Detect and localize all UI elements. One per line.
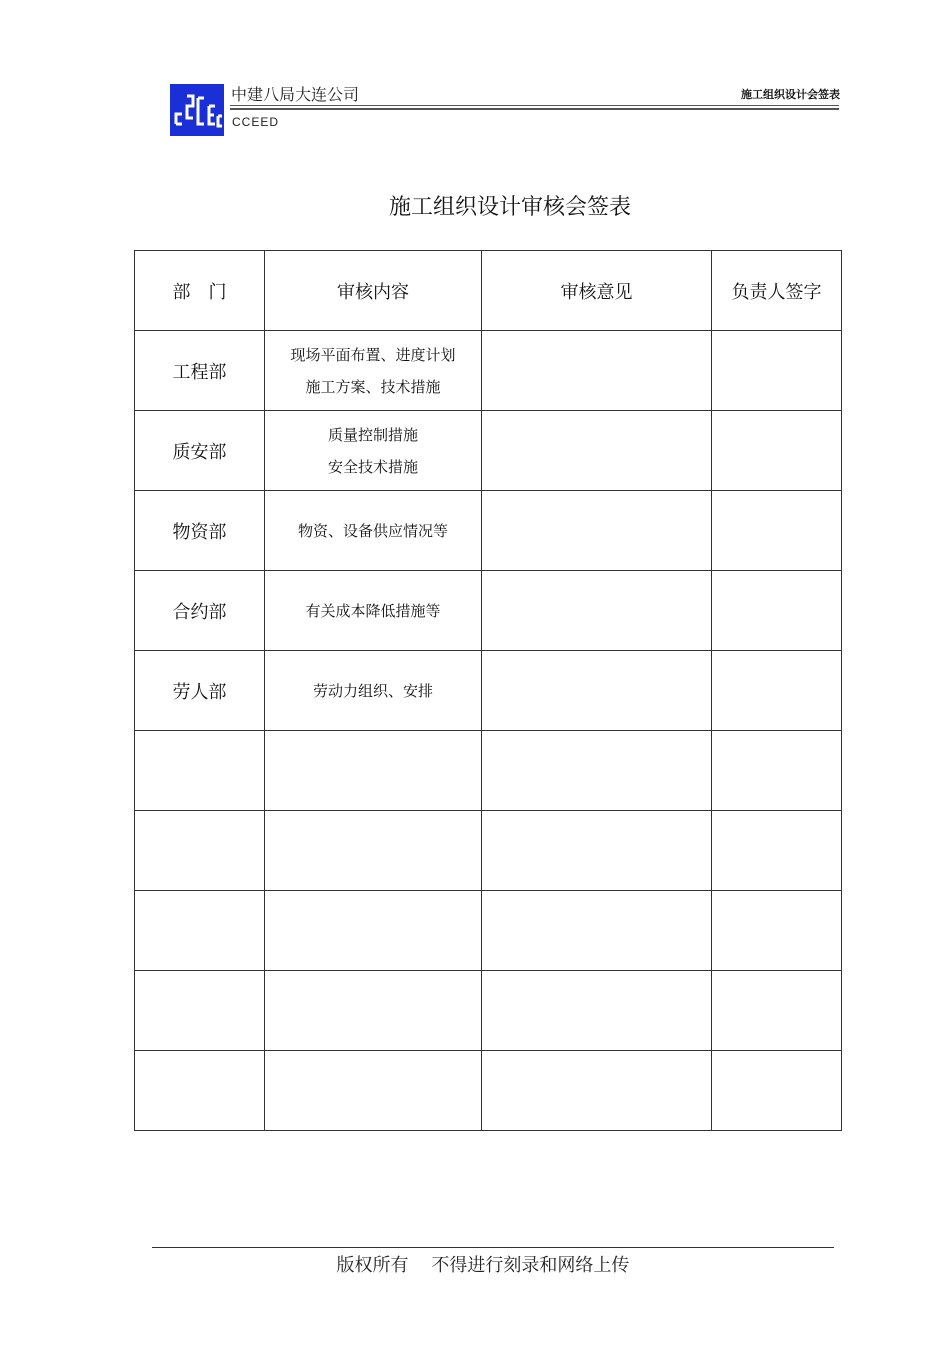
review-content-cell: [265, 731, 482, 811]
review-content-cell: [265, 891, 482, 971]
review-opinion-cell[interactable]: [482, 491, 712, 571]
review-content-cell: [265, 331, 482, 411]
table-row: [135, 971, 842, 1051]
review-content-cell: [265, 411, 482, 491]
review-content-line: 劳动力组织、安排: [312, 681, 433, 700]
department-cell: 物资部: [135, 491, 265, 571]
table-row: [135, 651, 842, 731]
department-cell: 工程部: [135, 331, 265, 411]
cscec-logo-icon: [170, 84, 224, 136]
department-cell: 合约部: [135, 571, 265, 651]
header-review-opinion: 审核意见: [482, 251, 712, 331]
review-opinion-cell[interactable]: [482, 891, 712, 971]
table-row: [135, 731, 842, 811]
table-row: [135, 411, 842, 491]
signature-cell[interactable]: [712, 411, 842, 491]
review-content-line: 物资、设备供应情况等: [297, 521, 448, 540]
review-opinion-cell[interactable]: [482, 411, 712, 491]
signature-cell[interactable]: [712, 571, 842, 651]
header-rule-thick: [230, 108, 839, 110]
header-signature: 负责人签字: [712, 251, 842, 331]
review-content-line: 质量控制措施: [327, 425, 418, 444]
review-content-line: 施工方案、技术措施: [305, 377, 441, 396]
review-opinion-cell[interactable]: [482, 811, 712, 891]
signature-cell[interactable]: [712, 811, 842, 891]
copyright-footer: 版权所有 不得进行刻录和网络上传: [336, 1255, 630, 1276]
review-opinion-cell[interactable]: [482, 971, 712, 1051]
footer-rule: [152, 1247, 834, 1248]
header-department: 部 门: [135, 251, 265, 331]
table-row: [135, 811, 842, 891]
review-opinion-cell[interactable]: [482, 1051, 712, 1131]
review-content-cell: [265, 571, 482, 651]
signature-cell[interactable]: [712, 651, 842, 731]
table-row: [135, 571, 842, 651]
review-opinion-cell[interactable]: [482, 571, 712, 651]
review-content-line: 安全技术措施: [327, 457, 418, 476]
table-header-row: [135, 251, 842, 331]
department-cell: 劳人部: [135, 651, 265, 731]
company-logo: [170, 84, 224, 136]
department-cell: [135, 731, 265, 811]
review-opinion-cell[interactable]: [482, 651, 712, 731]
review-content-line: 有关成本降低措施等: [305, 601, 441, 620]
signature-cell[interactable]: [712, 1051, 842, 1131]
table-row: [135, 1051, 842, 1131]
review-opinion-cell[interactable]: [482, 731, 712, 811]
review-content-cell: [265, 491, 482, 571]
doc-short-title: 施工组织设计会签表: [741, 88, 840, 101]
department-cell: [135, 811, 265, 891]
signature-cell[interactable]: [712, 971, 842, 1051]
sign-off-table: [134, 250, 842, 1131]
review-content-line: 现场平面布置、进度计划: [290, 345, 456, 364]
company-name: 中建八局大连公司: [231, 85, 360, 104]
review-content-cell: [265, 651, 482, 731]
table-row: [135, 491, 842, 571]
header-rule: [230, 105, 839, 106]
department-cell: [135, 1051, 265, 1131]
review-content-cell: [265, 811, 482, 891]
document-title: 施工组织设计审核会签表: [388, 195, 631, 220]
signature-cell[interactable]: [712, 331, 842, 411]
department-cell: [135, 971, 265, 1051]
company-english-name: CCEED: [232, 115, 280, 129]
signature-cell[interactable]: [712, 731, 842, 811]
signature-cell[interactable]: [712, 491, 842, 571]
review-opinion-cell[interactable]: [482, 331, 712, 411]
review-content-cell: [265, 971, 482, 1051]
department-cell: 质安部: [135, 411, 265, 491]
department-cell: [135, 891, 265, 971]
table-row: [135, 331, 842, 411]
review-content-cell: [265, 1051, 482, 1131]
table-row: [135, 891, 842, 971]
signature-cell[interactable]: [712, 891, 842, 971]
header-review-content: 审核内容: [265, 251, 482, 331]
